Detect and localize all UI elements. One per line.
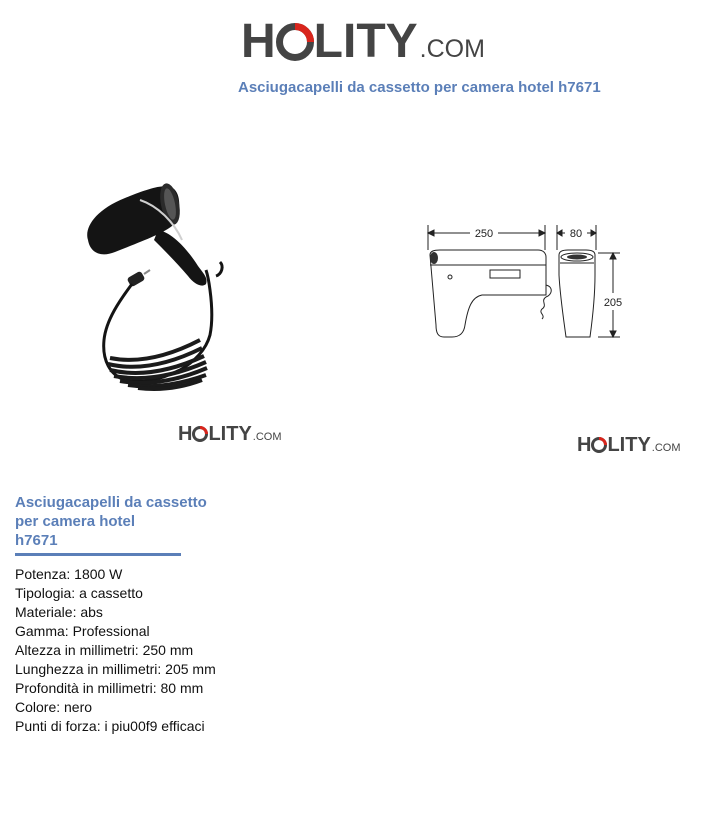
logo-brand: H LITY — [178, 423, 252, 445]
page-title: Asciugacapelli da cassetto per camera hotel h7671 — [238, 79, 601, 96]
spec-item: Altezza in millimetri: 250 mm — [15, 642, 194, 658]
product-title-line: h7671 — [15, 532, 58, 549]
spec-item: Colore: nero — [15, 699, 93, 715]
spec-item: Lunghezza in millimetri: 205 mm — [15, 661, 216, 677]
technical-drawing — [420, 215, 635, 345]
logo-brand: H LITY — [577, 434, 651, 456]
spec-item: Potenza: 1800 W — [15, 566, 123, 582]
logo-o-icon — [192, 423, 208, 445]
height-dimension-label: 205 — [603, 297, 623, 309]
spec-item: Materiale: abs — [15, 604, 103, 620]
spec-item: Punti di forza: i piu00f9 efficaci — [15, 718, 205, 734]
product-title — [15, 493, 245, 550]
product-title-line: per camera hotel — [15, 513, 136, 530]
logo-o-icon — [591, 434, 607, 456]
depth-dimension-label: 80 — [569, 228, 583, 240]
product-title-line: Asciugacapelli da cassetto — [15, 494, 207, 511]
logo-tld: .COM — [419, 35, 485, 63]
spec-item: Tipologia: a cassetto — [15, 585, 143, 601]
spec-item: Profondità in millimetri: 80 mm — [15, 680, 204, 696]
holity-logo-small[interactable] — [577, 434, 681, 456]
title-divider — [15, 553, 181, 556]
spec-list — [15, 565, 216, 736]
logo-tld: .COM — [651, 442, 681, 454]
holity-logo-small[interactable] — [178, 423, 282, 445]
hair-dryer-photo — [70, 170, 230, 410]
logo-o-icon — [276, 14, 314, 70]
logo-brand: H LITY — [241, 15, 418, 68]
logo-tld: .COM — [252, 431, 282, 443]
holity-logo[interactable] — [241, 14, 485, 70]
width-dimension-label: 250 — [474, 228, 494, 240]
spec-item: Gamma: Professional — [15, 623, 150, 639]
